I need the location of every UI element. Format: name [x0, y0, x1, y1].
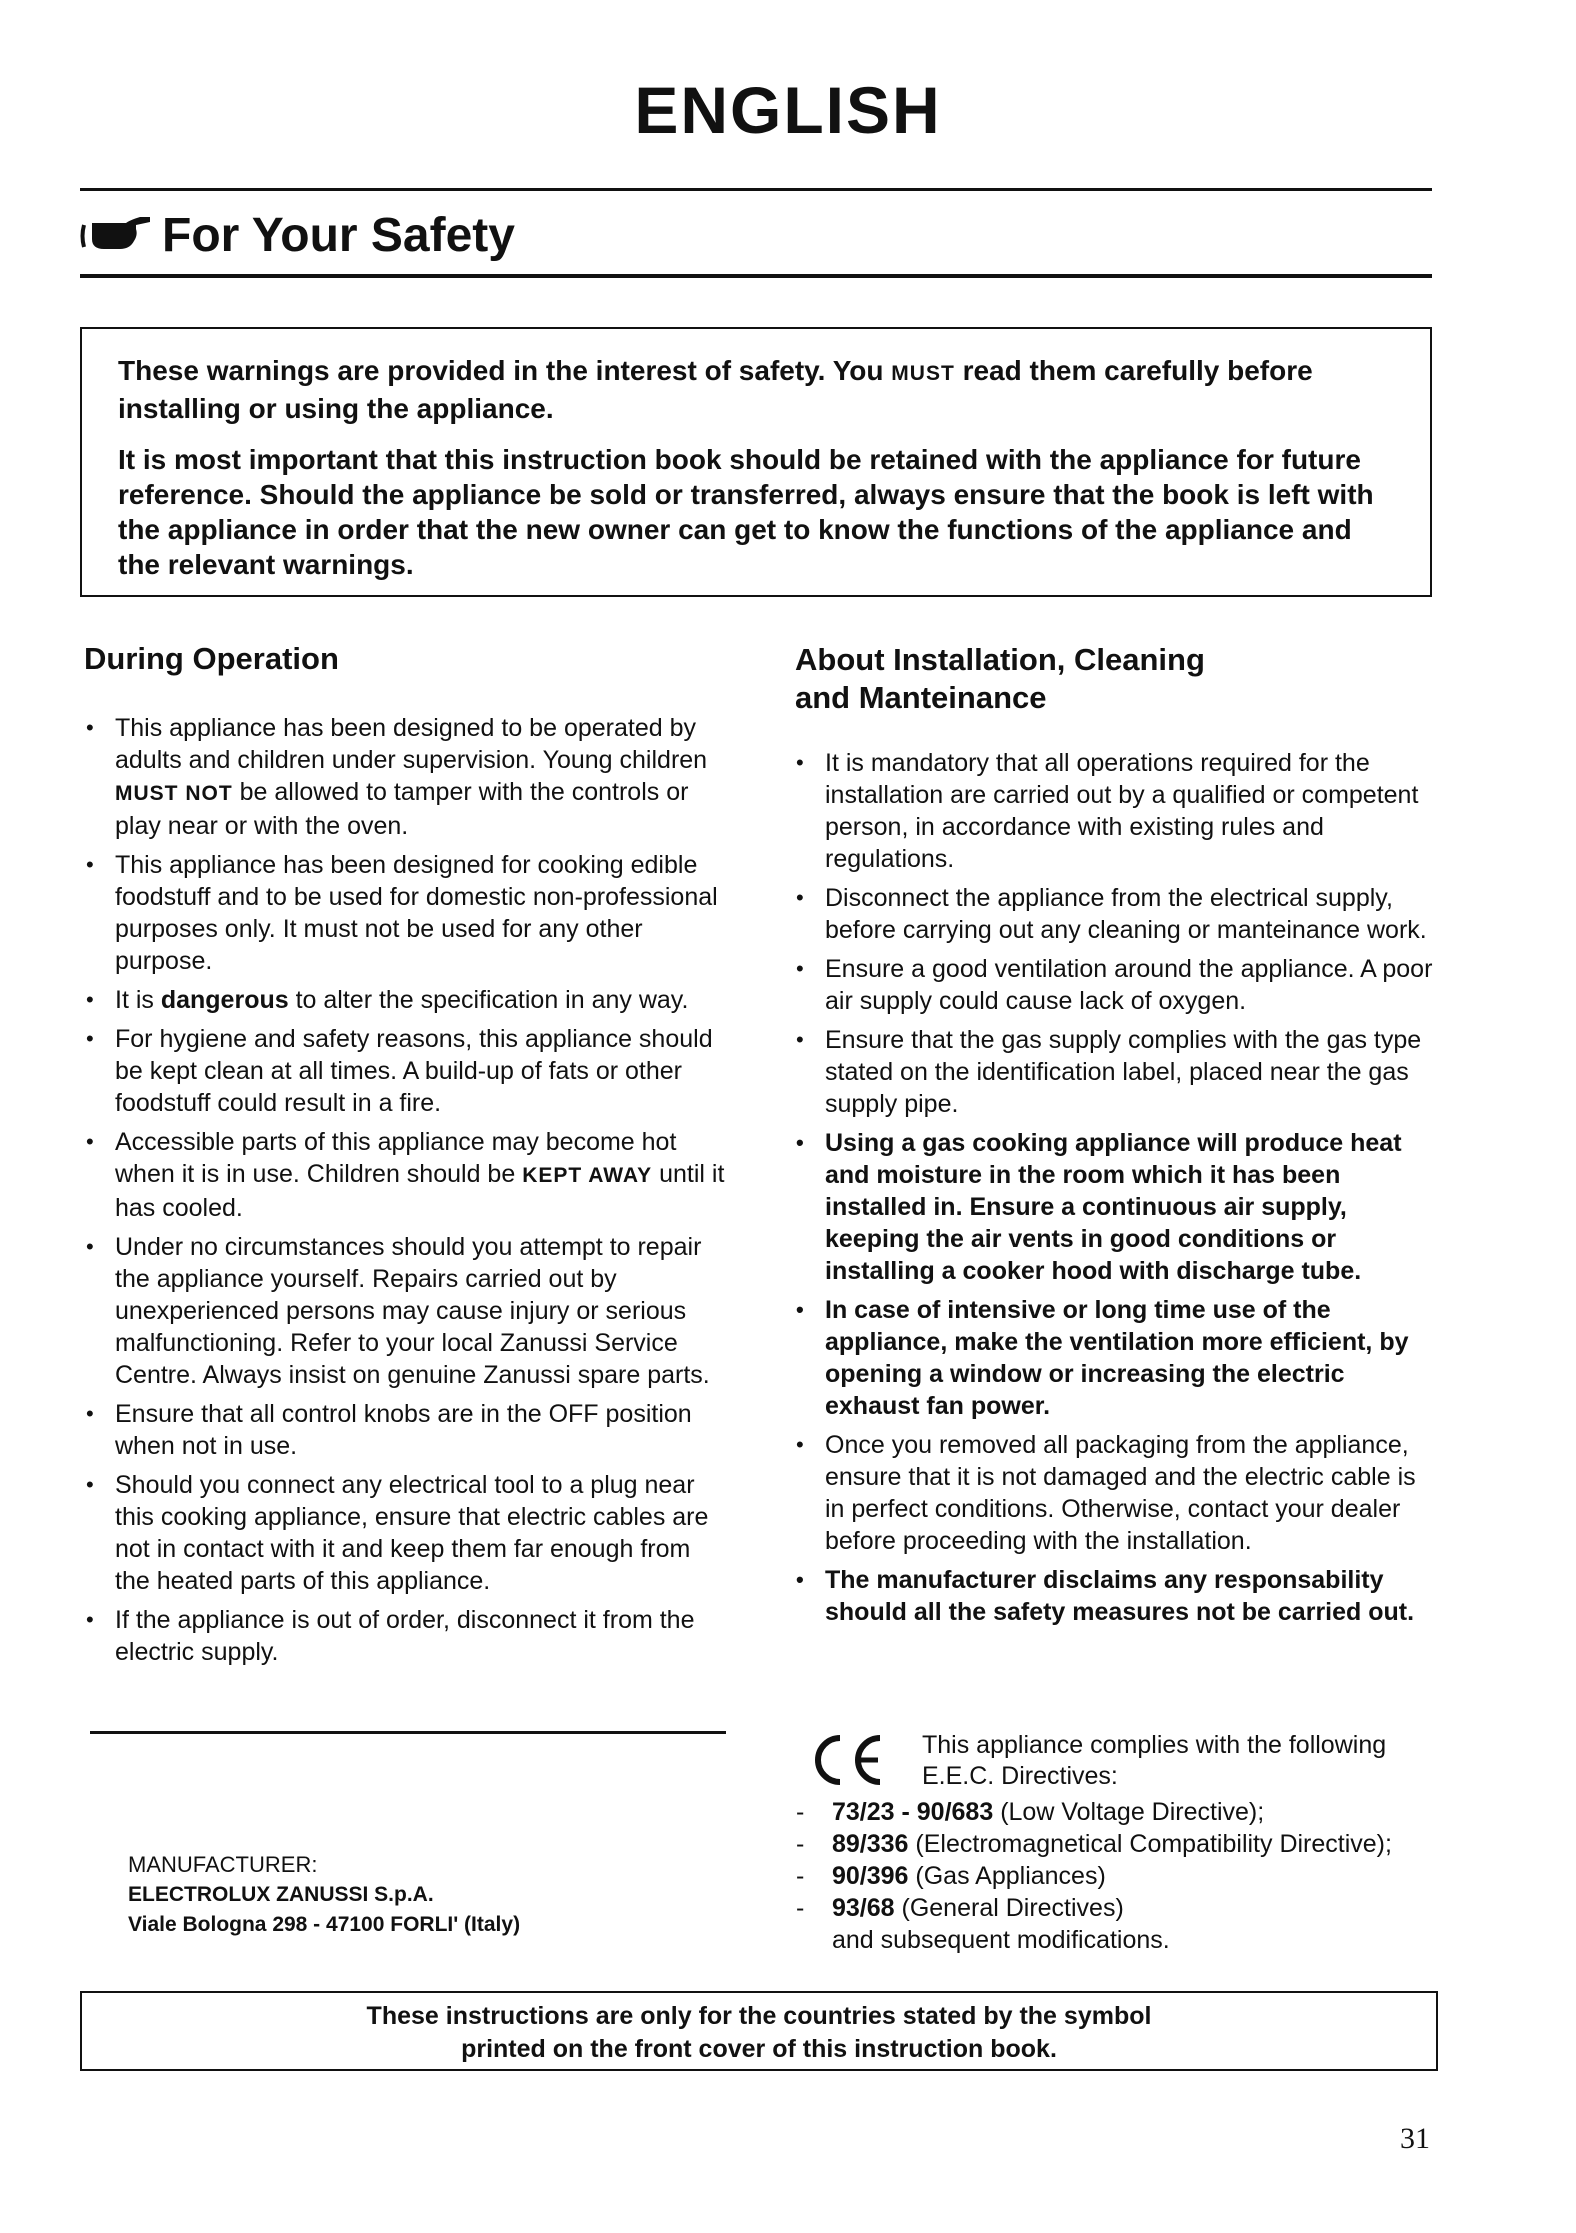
item-text: until it has cooled. [115, 1160, 725, 1222]
item-text: to alter the specification in any way. [288, 986, 689, 1014]
list-item: • This appliance has been designed for cooking edible foodstuff and to be used for domestic non-professional purposes only. It must not be used for any other purpose. [80, 849, 725, 977]
right-column-heading [795, 641, 1205, 717]
directive-desc: (Gas Appliances) [908, 1862, 1106, 1890]
top-divider [80, 188, 1432, 191]
directive-item [790, 1892, 1450, 1924]
right-heading-line-1: About Installation, Cleaning [795, 642, 1205, 677]
list-item: • Disconnect the appliance from the electrical supply, before carrying out any cleaning or manteinance work. [790, 882, 1435, 946]
warning-paragraph-2: It is most important that this instruction book should be retained with the appliance for future reference. Should the appliance be sold or transferred, always ensure that the book is left with the appliance in order that the new owner can get to know the functions of the appliance and the relevant warnings. [118, 444, 1374, 580]
list-item [80, 1126, 725, 1224]
section-title: For Your Safety [162, 209, 515, 262]
column-divider [90, 1731, 726, 1734]
language-title: ENGLISH [634, 73, 942, 147]
list-item: • For hygiene and safety reasons, this appliance should be kept clean at all times. A build-up of fats or other foodstuff could result in a fire. [80, 1023, 725, 1119]
item-text: This appliance has been designed to be operated by adults and children under supervision. Young children [115, 714, 708, 774]
list-item: • The manufacturer disclaims any responsability should all the safety measures not be carried out. [790, 1564, 1435, 1628]
list-item: • It is mandatory that all operations required for the installation are carried out by a qualified or competent person, in accordance with existing rules and regulations. [790, 747, 1435, 875]
directives-list [790, 1796, 1450, 1924]
note-line-2: printed on the front cover of this instruction book. [461, 2035, 1057, 2063]
section-heading [80, 208, 515, 263]
directive-code: 89/336 [832, 1830, 909, 1858]
list-item: • Once you removed all packaging from the appliance, ensure that it is not damaged and the electric cable is in perfect conditions. Otherwise, contact your dealer before proceeding with the installation. [790, 1429, 1435, 1557]
list-item: • Ensure that the gas supply complies with the gas type stated on the identification label, placed near the gas supply pipe. [790, 1024, 1435, 1120]
item-text: Accessible parts of this appliance may become hot when it is in use. Children should be [115, 1128, 677, 1188]
manufacturer-name: ELECTROLUX ZANUSSI S.p.A. [128, 1883, 434, 1906]
directive-desc: (Low Voltage Directive); [993, 1798, 1265, 1826]
must-emphasis: MUST [891, 362, 955, 385]
left-column-heading: During Operation [84, 641, 339, 676]
list-item: • Under no circumstances should you attempt to repair the appliance yourself. Repairs carried out by unexperienced persons may cause injury or serious malfunctioning. Refer to your local Zanussi Service Centre. Always insist on genuine Zanussi spare parts. [80, 1231, 725, 1391]
item-emphasis: MUST NOT [115, 782, 233, 805]
note-line-1: These instructions are only for the countries stated by the symbol [366, 2002, 1152, 2030]
heading-divider [80, 274, 1432, 278]
page-number: 31 [1400, 2122, 1430, 2155]
directive-item [790, 1828, 1450, 1860]
warning-box [80, 327, 1432, 597]
warning-paragraph-1 [118, 353, 1394, 426]
directive-desc: (Electromagnetical Compatibility Directive); [908, 1830, 1392, 1858]
ce-compliance-block [790, 1730, 1450, 1956]
manufacturer-label: MANUFACTURER: [128, 1852, 318, 1877]
list-item: • Ensure a good ventilation around the appliance. A poor air supply could cause lack of oxygen. [790, 953, 1435, 1017]
item-emphasis: dangerous [160, 986, 289, 1014]
warning-text: These warnings are provided in the interest of safety. You [118, 355, 892, 386]
right-heading-line-2: and Manteinance [795, 680, 1047, 715]
directive-code: 93/68 [832, 1894, 895, 1922]
manufacturer-address: Viale Bologna 298 - 47100 FORLI' (Italy) [128, 1913, 521, 1936]
ce-tail: and subsequent modifications. [832, 1926, 1170, 1954]
list-item: • If the appliance is out of order, disconnect it from the electric supply. [80, 1604, 725, 1668]
directive-code: 90/396 [832, 1862, 909, 1890]
pointing-hand-icon [80, 211, 152, 261]
directive-desc: (General Directives) [894, 1894, 1124, 1922]
list-item: • Should you connect any electrical tool to a plug near this cooking appliance, ensure that electric cables are not in contact with it and keep them far enough from the heated parts of this appliance. [80, 1469, 725, 1597]
list-item [80, 984, 725, 1016]
directive-code: 73/23 - 90/683 [832, 1798, 994, 1826]
ce-intro: This appliance complies with the following E.E.C. Directives: [922, 1731, 1387, 1790]
list-item: • Ensure that all control knobs are in the OFF position when not in use. [80, 1398, 725, 1462]
list-item: • Using a gas cooking appliance will produce heat and moisture in the room which it has been installed in. Ensure a continuous air supply, keeping the air vents in good conditions or installing a cooker hood with discharge tube. [790, 1127, 1435, 1287]
item-text: It is [115, 986, 161, 1014]
countries-note-box [80, 1991, 1438, 2071]
warning-text: read them carefully before installing or using the appliance. [118, 355, 1313, 424]
list-item: • In case of intensive or long time use of the appliance, make the ventilation more efficient, by opening a window or increasing the electric exhaust fan power. [790, 1294, 1435, 1422]
list-item [80, 712, 725, 842]
item-text: be allowed to tamper with the controls or play near or with the oven. [115, 778, 689, 840]
directive-item [790, 1796, 1450, 1828]
directive-item [790, 1860, 1450, 1892]
during-operation-list [80, 712, 725, 1675]
installation-list [790, 747, 1435, 1635]
item-emphasis: KEPT AWAY [522, 1164, 653, 1187]
ce-mark-icon [810, 1732, 886, 1788]
manufacturer-block [128, 1850, 520, 1940]
